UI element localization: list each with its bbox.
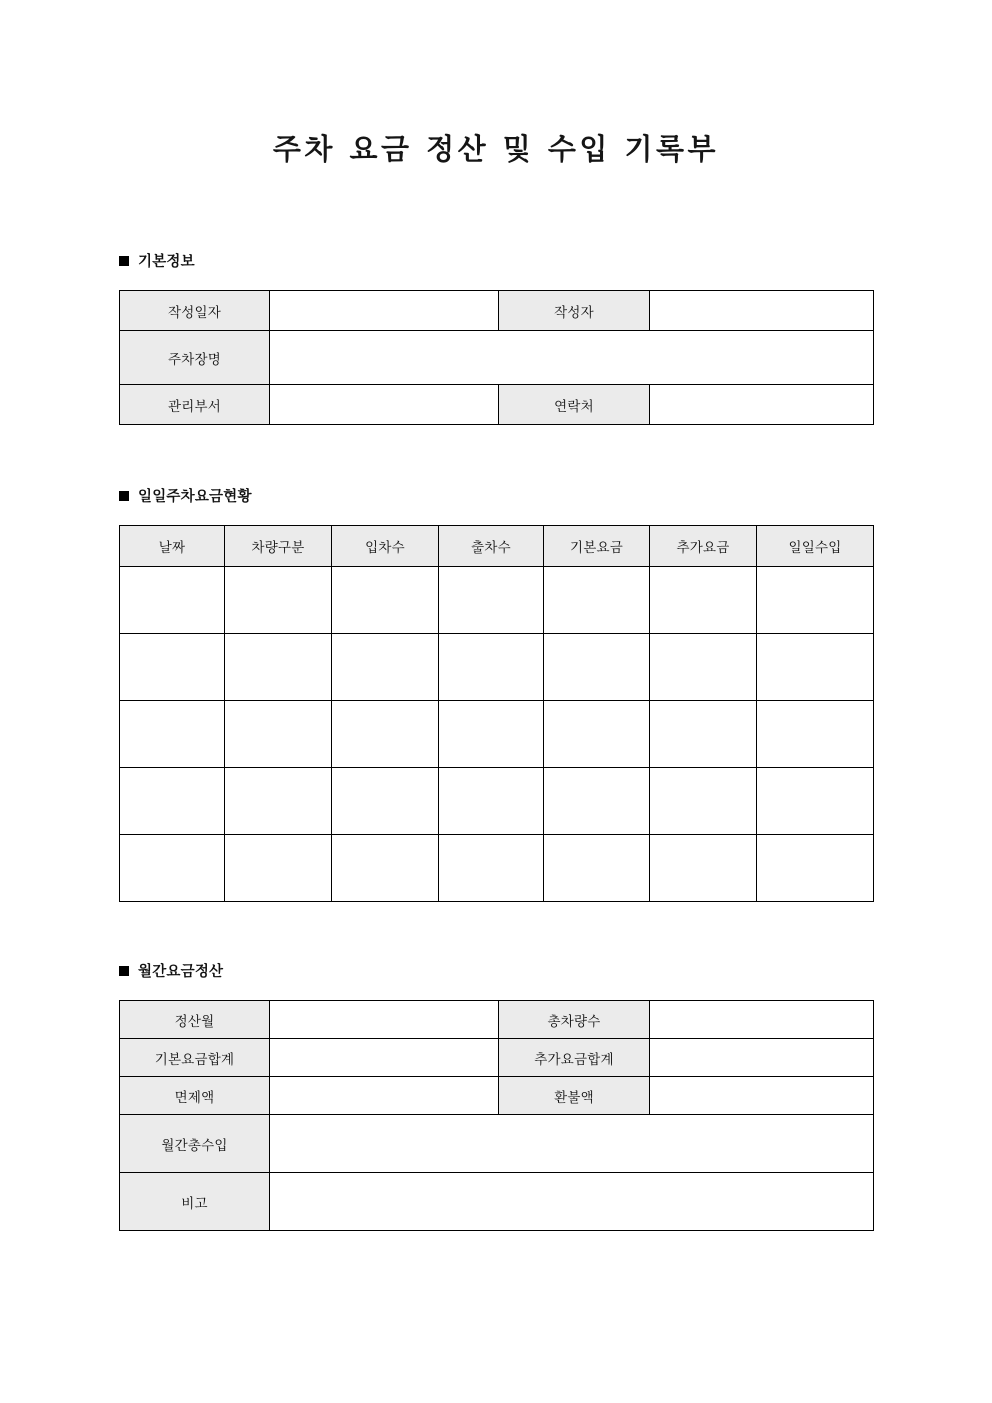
table-row bbox=[120, 634, 874, 701]
cell-base-fee[interactable] bbox=[544, 835, 650, 902]
cell-base-fee[interactable] bbox=[544, 768, 650, 835]
cell-entry-count[interactable] bbox=[332, 634, 439, 701]
cell-base-fee[interactable] bbox=[544, 701, 650, 768]
label-author: 작성자 bbox=[499, 291, 650, 331]
cell-vehicle-type[interactable] bbox=[225, 768, 332, 835]
cell-date[interactable] bbox=[120, 768, 225, 835]
cell-extra-fee[interactable] bbox=[650, 701, 757, 768]
field-managing-department[interactable] bbox=[270, 385, 499, 425]
cell-extra-fee[interactable] bbox=[650, 634, 757, 701]
cell-daily-revenue[interactable] bbox=[757, 634, 874, 701]
section-heading-label: 일일주차요금현황 bbox=[138, 489, 252, 505]
label-monthly-total-revenue: 월간총수입 bbox=[120, 1115, 270, 1173]
page-title: 주차 요금 정산 및 수입 기록부 bbox=[272, 132, 720, 166]
label-created-date: 작성일자 bbox=[120, 291, 270, 331]
basic-info-table bbox=[119, 290, 874, 425]
column-header-extra-fee: 추가요금 bbox=[650, 526, 757, 567]
label-managing-department: 관리부서 bbox=[120, 385, 270, 425]
daily-status-table-body bbox=[120, 567, 874, 902]
label-refund-amount: 환불액 bbox=[499, 1077, 650, 1115]
cell-exit-count[interactable] bbox=[439, 701, 544, 768]
section-basic-info bbox=[0, 250, 992, 425]
cell-daily-revenue[interactable] bbox=[757, 701, 874, 768]
field-remarks[interactable] bbox=[270, 1173, 874, 1231]
filled-square-bullet-icon bbox=[119, 491, 129, 501]
label-remarks: 비고 bbox=[120, 1173, 270, 1231]
column-header-vehicle-type: 차량구분 bbox=[225, 526, 332, 567]
cell-exit-count[interactable] bbox=[439, 567, 544, 634]
section-monthly-settlement bbox=[0, 960, 992, 1231]
cell-entry-count[interactable] bbox=[332, 835, 439, 902]
column-header-base-fee: 기본요금 bbox=[544, 526, 650, 567]
table-row bbox=[120, 1115, 874, 1173]
field-parking-lot-name[interactable] bbox=[270, 331, 874, 385]
cell-date[interactable] bbox=[120, 634, 225, 701]
section-daily-status bbox=[0, 485, 992, 902]
field-settlement-month[interactable] bbox=[270, 1001, 499, 1039]
table-row bbox=[120, 1173, 874, 1231]
field-monthly-total-revenue[interactable] bbox=[270, 1115, 874, 1173]
section-heading-monthly-settlement bbox=[119, 960, 873, 981]
field-exemption-amount[interactable] bbox=[270, 1077, 499, 1115]
section-heading-label: 월간요금정산 bbox=[138, 964, 224, 980]
table-row bbox=[120, 701, 874, 768]
field-extra-fee-total[interactable] bbox=[650, 1039, 874, 1077]
table-row bbox=[120, 567, 874, 634]
cell-vehicle-type[interactable] bbox=[225, 567, 332, 634]
cell-daily-revenue[interactable] bbox=[757, 768, 874, 835]
daily-status-table bbox=[119, 525, 874, 902]
monthly-settlement-table-wrap bbox=[0, 981, 992, 1231]
cell-extra-fee[interactable] bbox=[650, 768, 757, 835]
basic-info-table-wrap bbox=[0, 271, 992, 425]
field-base-fee-total[interactable] bbox=[270, 1039, 499, 1077]
table-row bbox=[120, 1039, 874, 1077]
filled-square-bullet-icon bbox=[119, 966, 129, 976]
monthly-settlement-table bbox=[119, 1000, 874, 1231]
section-daily-status-header bbox=[0, 485, 992, 506]
table-row bbox=[120, 1001, 874, 1039]
column-header-daily-revenue: 일일수입 bbox=[757, 526, 874, 567]
cell-base-fee[interactable] bbox=[544, 567, 650, 634]
table-row bbox=[120, 291, 874, 331]
label-base-fee-total: 기본요금합계 bbox=[120, 1039, 270, 1077]
column-header-exit-count: 출차수 bbox=[439, 526, 544, 567]
cell-date[interactable] bbox=[120, 701, 225, 768]
cell-entry-count[interactable] bbox=[332, 768, 439, 835]
cell-extra-fee[interactable] bbox=[650, 567, 757, 634]
cell-entry-count[interactable] bbox=[332, 567, 439, 634]
table-row bbox=[120, 1077, 874, 1115]
label-parking-lot-name: 주차장명 bbox=[120, 331, 270, 385]
cell-date[interactable] bbox=[120, 567, 225, 634]
cell-vehicle-type[interactable] bbox=[225, 701, 332, 768]
label-exemption-amount: 면제액 bbox=[120, 1077, 270, 1115]
field-author[interactable] bbox=[650, 291, 874, 331]
cell-vehicle-type[interactable] bbox=[225, 835, 332, 902]
field-total-vehicles[interactable] bbox=[650, 1001, 874, 1039]
section-heading-label: 기본정보 bbox=[138, 254, 195, 270]
cell-exit-count[interactable] bbox=[439, 634, 544, 701]
cell-exit-count[interactable] bbox=[439, 835, 544, 902]
cell-date[interactable] bbox=[120, 835, 225, 902]
table-header-row bbox=[120, 526, 874, 567]
section-basic-info-header bbox=[0, 250, 992, 271]
label-contact: 연락처 bbox=[499, 385, 650, 425]
field-created-date[interactable] bbox=[270, 291, 499, 331]
label-total-vehicles: 총차량수 bbox=[499, 1001, 650, 1039]
column-header-entry-count: 입차수 bbox=[332, 526, 439, 567]
table-row bbox=[120, 331, 874, 385]
table-row bbox=[120, 835, 874, 902]
section-monthly-settlement-header bbox=[0, 960, 992, 981]
cell-exit-count[interactable] bbox=[439, 768, 544, 835]
table-row bbox=[120, 768, 874, 835]
cell-base-fee[interactable] bbox=[544, 634, 650, 701]
field-refund-amount[interactable] bbox=[650, 1077, 874, 1115]
cell-daily-revenue[interactable] bbox=[757, 835, 874, 902]
label-settlement-month: 정산월 bbox=[120, 1001, 270, 1039]
section-heading-basic-info bbox=[119, 250, 873, 271]
field-contact[interactable] bbox=[650, 385, 874, 425]
column-header-date: 날짜 bbox=[120, 526, 225, 567]
cell-extra-fee[interactable] bbox=[650, 835, 757, 902]
label-extra-fee-total: 추가요금합계 bbox=[499, 1039, 650, 1077]
cell-vehicle-type[interactable] bbox=[225, 634, 332, 701]
cell-entry-count[interactable] bbox=[332, 701, 439, 768]
filled-square-bullet-icon bbox=[119, 256, 129, 266]
section-heading-daily-status bbox=[119, 485, 873, 506]
table-row bbox=[120, 385, 874, 425]
daily-status-table-wrap bbox=[0, 506, 992, 902]
cell-daily-revenue[interactable] bbox=[757, 567, 874, 634]
